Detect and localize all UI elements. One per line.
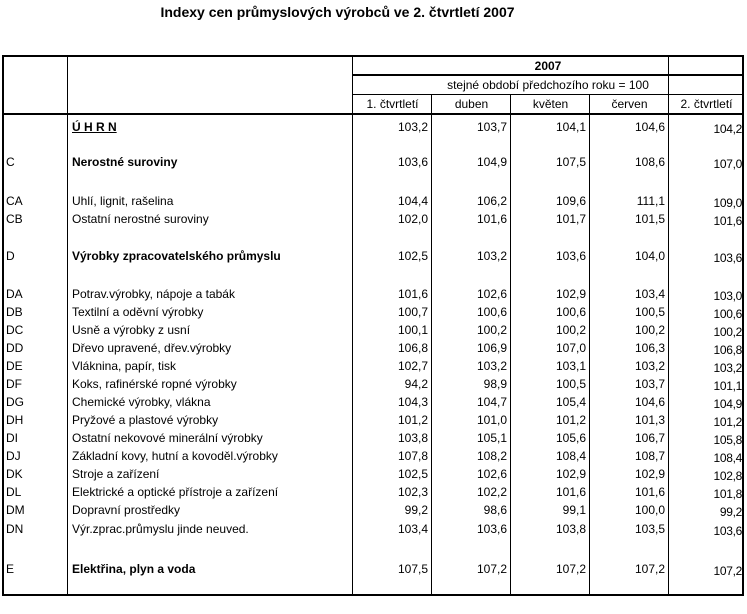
row-value: 103,8	[555, 522, 586, 536]
row-value: 103,2	[476, 249, 507, 263]
row-code: DH	[6, 413, 24, 427]
row-value: 108,4	[555, 449, 586, 463]
row-value: 108,2	[476, 449, 507, 463]
row-value: 106,3	[634, 341, 665, 355]
row-value: 105,8	[713, 433, 742, 447]
row-value: 102,3	[397, 485, 428, 499]
row-value: 100,0	[634, 503, 665, 517]
row-value: 102,9	[555, 467, 586, 481]
row-name: Výrobky zpracovatelského průmyslu	[72, 249, 281, 263]
row-code: DB	[6, 305, 23, 319]
row-value: 100,6	[555, 305, 586, 319]
row-value: 105,6	[555, 431, 586, 445]
row-value: 103,6	[397, 155, 428, 169]
row-value: 105,4	[555, 395, 586, 409]
row-code: DG	[6, 395, 24, 409]
row-name: Usně a výrobky z usní	[72, 323, 191, 337]
row-value: 105,1	[476, 431, 507, 445]
row-value: 103,2	[476, 359, 507, 373]
row-name: Dopravní prostředky	[72, 503, 181, 517]
row-code: DE	[6, 359, 23, 373]
row-value: 101,3	[634, 413, 665, 427]
row-value: 100,2	[476, 323, 507, 337]
row-value: 101,7	[555, 212, 586, 226]
row-value: 102,0	[397, 212, 428, 226]
row-value: 94,2	[404, 377, 428, 391]
row-name: Vláknina, papír, tisk	[72, 359, 177, 373]
row-value: 101,2	[397, 413, 428, 427]
row-value: 109,0	[713, 196, 742, 210]
row-code: DJ	[6, 449, 21, 463]
price-index-table	[2, 55, 744, 596]
row-value: 102,6	[476, 467, 507, 481]
row-code: CA	[6, 194, 23, 208]
divider	[352, 74, 742, 76]
row-value: 108,7	[634, 449, 665, 463]
row-value: 102,2	[476, 485, 507, 499]
row-value: 104,6	[634, 120, 665, 134]
row-name: Výr.zprac.průmyslu jinde neuved.	[72, 522, 249, 536]
row-name: Ostatní nerostné suroviny	[72, 212, 209, 226]
row-name: Základní kovy, hutní a kovoděl.výrobky	[72, 449, 278, 463]
row-value: 107,5	[397, 562, 428, 576]
row-code: DA	[6, 287, 23, 301]
row-value: 101,2	[555, 413, 586, 427]
row-value: 107,2	[476, 562, 507, 576]
row-value: 104,4	[397, 194, 428, 208]
row-value: 106,2	[476, 194, 507, 208]
year-header: 2007	[534, 59, 562, 73]
row-value: 104,6	[634, 395, 665, 409]
row-value: 103,6	[555, 249, 586, 263]
table-title: Indexy cen průmyslových výrobců ve 2. čtvrtletí 2007	[160, 4, 515, 20]
row-value: 106,8	[713, 343, 742, 357]
row-value: 104,1	[555, 120, 586, 134]
row-value: 107,2	[634, 562, 665, 576]
row-value: 107,8	[397, 449, 428, 463]
row-code: DF	[6, 377, 22, 391]
row-value: 107,5	[555, 155, 586, 169]
column-header: červen	[611, 97, 648, 111]
row-value: 103,6	[713, 251, 742, 265]
row-value: 103,6	[476, 522, 507, 536]
row-value: 104,0	[634, 249, 665, 263]
row-value: 101,2	[713, 415, 742, 429]
row-code: DN	[6, 522, 24, 536]
row-value: 102,9	[634, 467, 665, 481]
row-value: 103,7	[476, 120, 507, 134]
row-value: 99,2	[719, 505, 742, 519]
row-value: 107,2	[713, 564, 742, 578]
row-code: DK	[6, 467, 23, 481]
row-code: DL	[6, 485, 22, 499]
row-value: 100,1	[397, 323, 428, 337]
row-value: 99,1	[562, 503, 586, 517]
row-code: DD	[6, 341, 24, 355]
row-value: 106,8	[397, 341, 428, 355]
row-value: 103,7	[634, 377, 665, 391]
divider	[67, 57, 68, 594]
row-name: Elektřina, plyn a voda	[72, 562, 196, 576]
row-value: 100,2	[713, 325, 742, 339]
row-code: E	[6, 562, 15, 576]
row-value: 108,4	[713, 451, 742, 465]
row-code: C	[6, 155, 15, 169]
divider	[4, 113, 742, 115]
row-value: 107,2	[555, 562, 586, 576]
row-value: 102,7	[397, 359, 428, 373]
row-code: D	[6, 249, 15, 263]
row-value: 102,6	[476, 287, 507, 301]
row-name: Dřevo upravené, dřev.výrobky	[72, 341, 232, 355]
row-value: 99,2	[404, 503, 428, 517]
row-name: Stroje a zařízení	[72, 467, 160, 481]
row-value: 103,2	[634, 359, 665, 373]
row-value: 111,1	[636, 194, 665, 208]
row-value: 98,6	[483, 503, 507, 517]
row-value: 104,2	[713, 122, 742, 136]
row-value: 101,5	[634, 212, 665, 226]
row-value: 100,6	[476, 305, 507, 319]
row-value: 102,8	[713, 469, 742, 483]
row-value: 102,9	[555, 287, 586, 301]
row-name: Potrav.výrobky, nápoje a tabák	[72, 287, 235, 301]
row-value: 103,6	[713, 524, 742, 538]
row-code: DI	[6, 431, 18, 445]
row-name: Ú H R N	[72, 120, 117, 134]
row-value: 102,5	[397, 467, 428, 481]
row-value: 101,1	[713, 379, 742, 393]
row-value: 107,0	[555, 341, 586, 355]
row-value: 98,9	[483, 377, 507, 391]
row-value: 103,0	[713, 289, 742, 303]
row-name: Ostatní nekovové minerální výrobky	[72, 431, 263, 445]
column-header: květen	[532, 97, 569, 111]
row-name: Uhlí, lignit, rašelina	[72, 194, 174, 208]
row-value: 103,2	[397, 120, 428, 134]
row-value: 109,6	[555, 194, 586, 208]
row-value: 102,5	[397, 249, 428, 263]
row-value: 104,3	[397, 395, 428, 409]
row-value: 104,9	[476, 155, 507, 169]
row-value: 108,6	[634, 155, 665, 169]
row-value: 106,7	[634, 431, 665, 445]
row-value: 100,2	[634, 323, 665, 337]
column-header: 1. čtvrtletí	[366, 97, 419, 111]
row-name: Elektrické a optické přístroje a zařízení	[72, 485, 279, 499]
row-value: 101,6	[713, 214, 742, 228]
base-header: stejné období předchozího roku = 100	[447, 78, 649, 92]
row-name: Chemické výrobky, vlákna	[72, 395, 211, 409]
row-value: 107,0	[713, 157, 742, 171]
row-code: DC	[6, 323, 24, 337]
row-value: 103,5	[634, 522, 665, 536]
row-name: Nerostné suroviny	[72, 155, 178, 169]
row-value: 100,2	[555, 323, 586, 337]
row-value: 100,5	[555, 377, 586, 391]
row-value: 101,6	[397, 287, 428, 301]
divider	[352, 94, 742, 95]
row-value: 104,9	[713, 397, 742, 411]
column-header: duben	[454, 97, 489, 111]
row-value: 104,7	[476, 395, 507, 409]
row-code: DM	[6, 503, 25, 517]
row-value: 101,6	[634, 485, 665, 499]
row-value: 101,6	[555, 485, 586, 499]
row-value: 103,2	[713, 361, 742, 375]
row-value: 103,8	[397, 431, 428, 445]
row-value: 103,4	[397, 522, 428, 536]
column-header: 2. čtvrtletí	[680, 97, 733, 111]
row-name: Pryžové a plastové výrobky	[72, 413, 219, 427]
row-name: Koks, rafinérské ropné výrobky	[72, 377, 237, 391]
row-code: CB	[6, 212, 23, 226]
row-value: 100,7	[397, 305, 428, 319]
row-value: 101,8	[713, 487, 742, 501]
row-value: 101,0	[476, 413, 507, 427]
row-value: 103,1	[555, 359, 586, 373]
row-value: 106,9	[476, 341, 507, 355]
row-value: 101,6	[476, 212, 507, 226]
row-name: Textilní a oděvní výrobky	[72, 305, 204, 319]
row-value: 100,5	[634, 305, 665, 319]
row-value: 100,6	[713, 307, 742, 321]
row-value: 103,4	[634, 287, 665, 301]
